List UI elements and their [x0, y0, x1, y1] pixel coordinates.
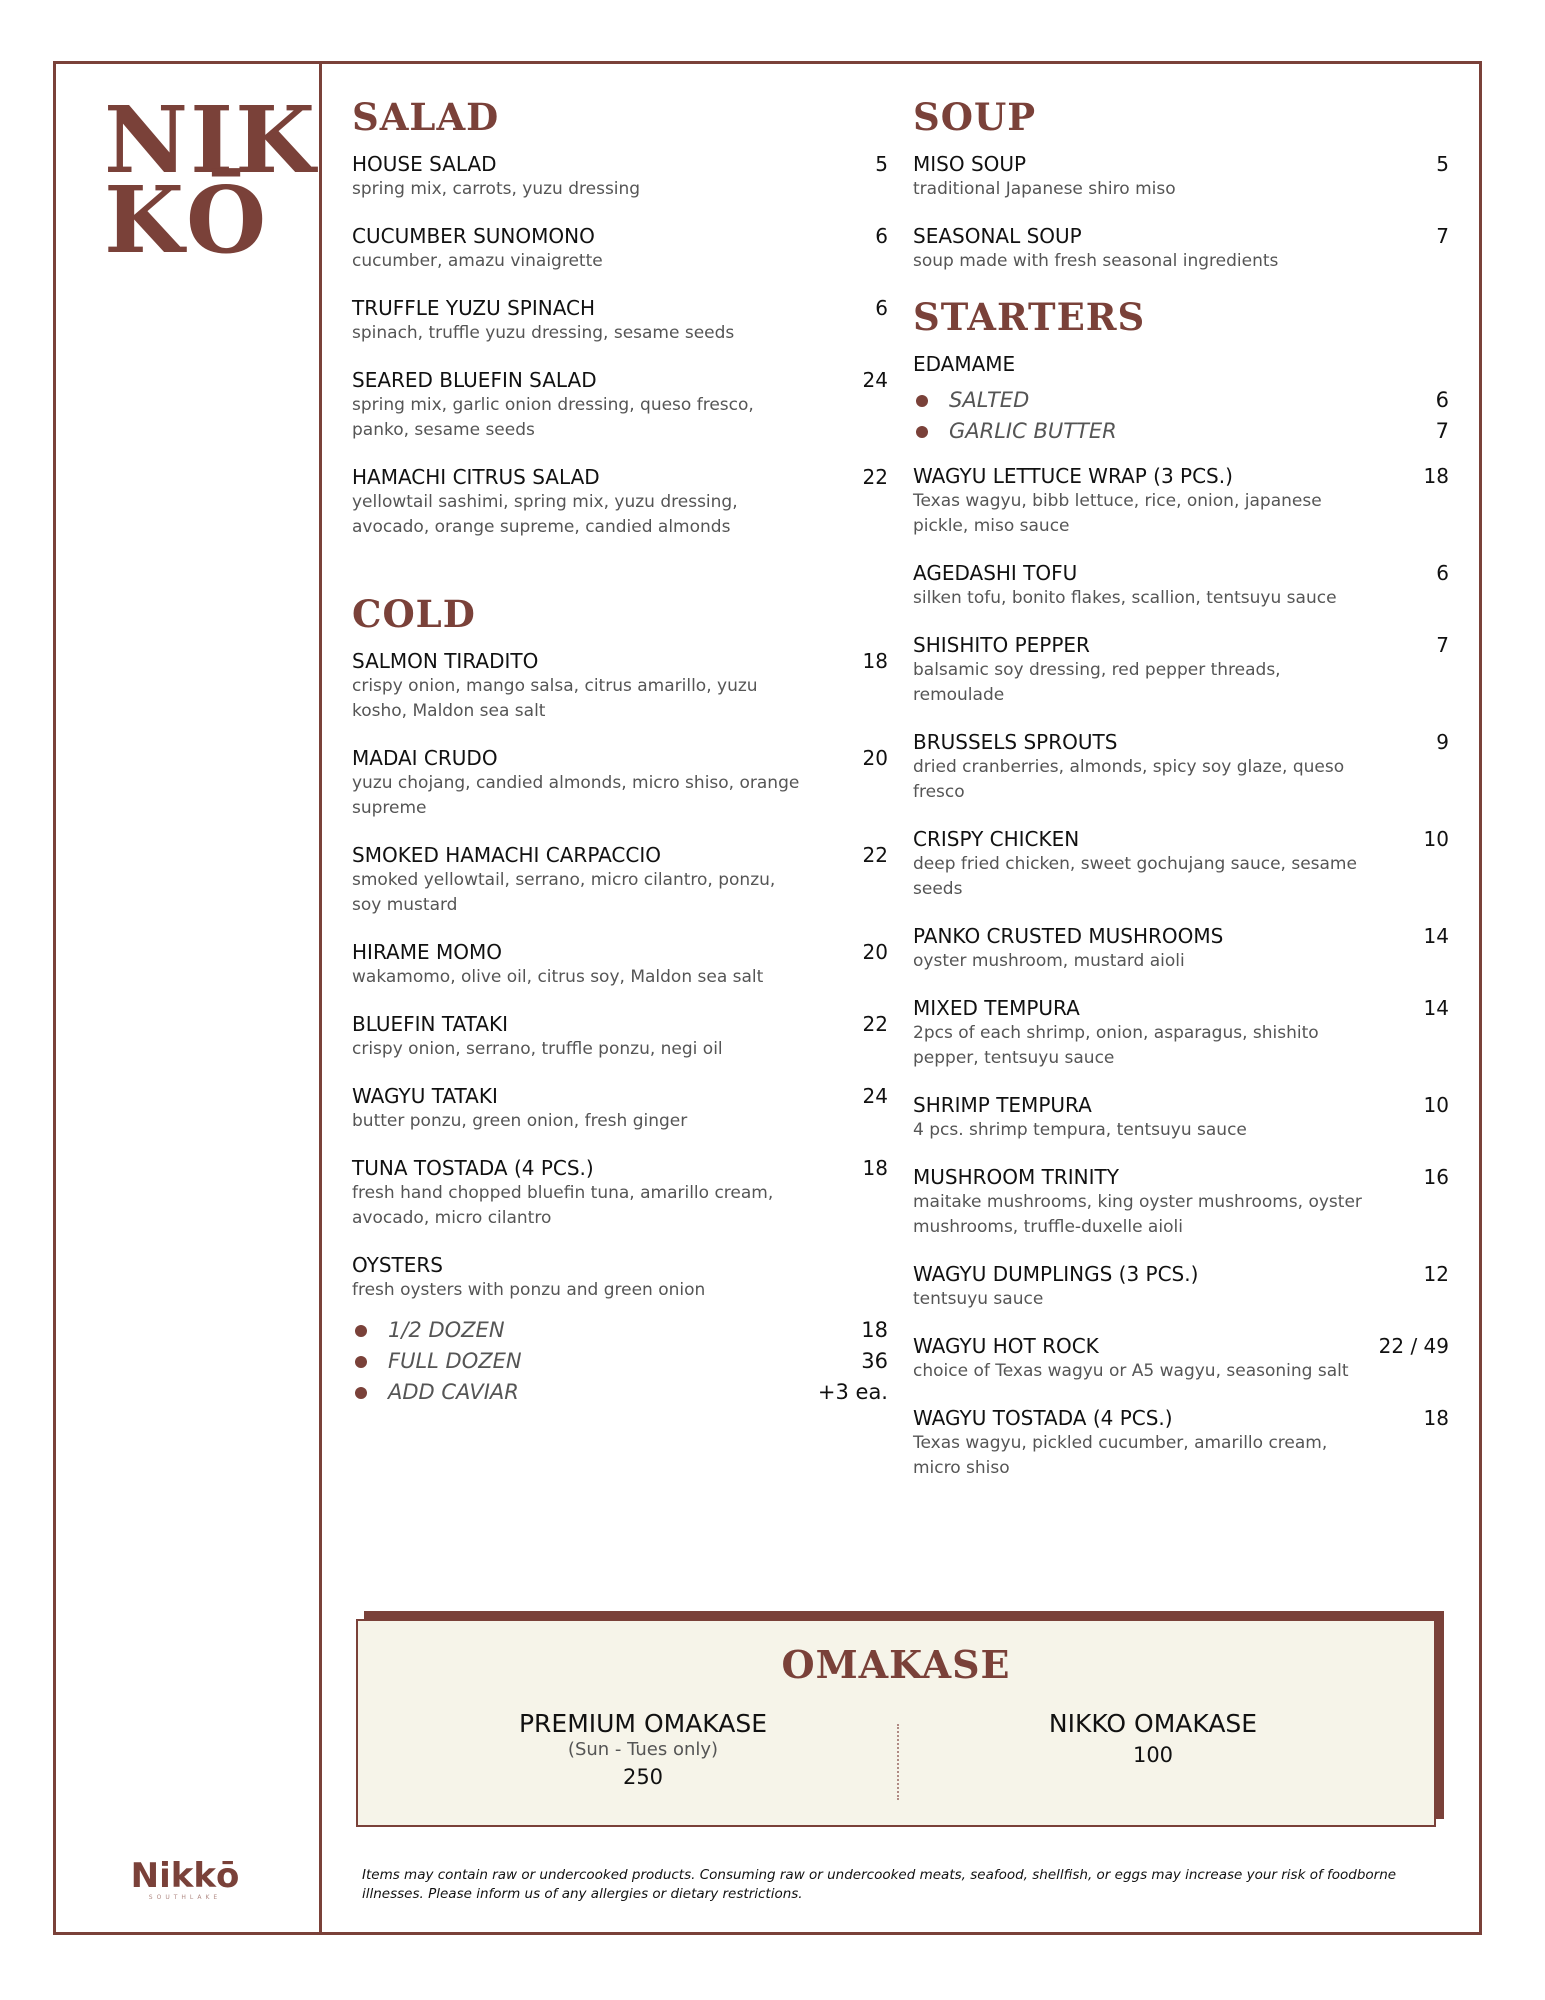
- right-column: [913, 95, 1449, 1502]
- item-name: WAGYU HOT ROCK: [913, 1334, 1099, 1358]
- item-desc: Texas wagyu, pickled cucumber, amarillo cream, micro shiso: [913, 1433, 1328, 1478]
- menu-item: [913, 1405, 1449, 1481]
- item-desc: Texas wagyu, bibb lettuce, rice, onion, japanese pickle, miso sauce: [913, 491, 1322, 536]
- omakase-panel: [356, 1619, 1436, 1827]
- nikko-omakase-name: NIKKO OMAKASE: [1048, 1709, 1258, 1738]
- menu-item: [913, 223, 1449, 274]
- small-logo-name: Nikkō: [130, 1856, 240, 1896]
- edamame-options: [913, 385, 1449, 447]
- item-name: BLUEFIN TATAKI: [352, 1012, 509, 1036]
- menu-item: [352, 648, 888, 724]
- menu-item: [913, 560, 1449, 611]
- item-name: PANKO CRUSTED MUSHROOMS: [913, 924, 1224, 948]
- item-price: 16: [1423, 1165, 1449, 1189]
- menu-item: [913, 1261, 1449, 1312]
- sidebar-divider: [319, 61, 322, 1935]
- item-price: 22: [862, 1012, 888, 1036]
- brand-small-logo: [110, 1858, 260, 1901]
- menu-item: [352, 1155, 888, 1231]
- item-price: 20: [862, 940, 888, 964]
- item-price: 7: [1436, 633, 1449, 657]
- item-name: MUSHROOM TRINITY: [913, 1165, 1119, 1189]
- item-name: CUCUMBER SUNOMONO: [352, 224, 595, 248]
- item-desc: yuzu chojang, candied almonds, micro shiso, orange supreme: [352, 773, 800, 818]
- item-name: WAGYU LETTUCE WRAP (3 PCS.): [913, 464, 1233, 488]
- oysters-item: [352, 1252, 888, 1303]
- menu-item: [913, 1092, 1449, 1143]
- item-price: 22 / 49: [1378, 1334, 1449, 1358]
- item-name: EDAMAME: [913, 352, 1016, 376]
- item-name: SHISHITO PEPPER: [913, 633, 1090, 657]
- option-label: SALTED: [949, 388, 1030, 412]
- item-name: WAGYU TATAKI: [352, 1084, 498, 1108]
- item-price: 22: [862, 465, 888, 489]
- item-name: SEASONAL SOUP: [913, 224, 1082, 248]
- option-price: 6: [1435, 388, 1449, 412]
- option-row: [352, 1315, 888, 1346]
- item-name: TRUFFLE YUZU SPINACH: [352, 296, 596, 320]
- item-desc: soup made with fresh seasonal ingredients: [913, 251, 1279, 271]
- menu-item: [352, 367, 888, 443]
- item-price: 20: [862, 746, 888, 770]
- salad-heading: SALAD: [352, 95, 500, 139]
- premium-omakase-note: (Sun - Tues only): [567, 1739, 719, 1760]
- omakase-heading: OMAKASE: [781, 1642, 1011, 1687]
- menu-item: [913, 826, 1449, 902]
- premium-omakase-price: 250: [622, 1765, 664, 1789]
- item-price: 14: [1423, 924, 1449, 948]
- menu-item: [913, 1333, 1449, 1384]
- menu-item: [913, 632, 1449, 708]
- item-name: SALMON TIRADITO: [352, 649, 539, 673]
- item-desc: maitake mushrooms, king oyster mushrooms, oyster mushrooms, truffle-duxelle aioli: [913, 1192, 1362, 1237]
- item-desc: choice of Texas wagyu or A5 wagyu, seasoning salt: [913, 1361, 1349, 1381]
- item-desc: crispy onion, mango salsa, citrus amarillo, yuzu kosho, Maldon sea salt: [352, 676, 758, 721]
- item-name: MISO SOUP: [913, 152, 1027, 176]
- item-name: OYSTERS: [352, 1253, 444, 1277]
- allergy-disclaimer: Items may contain raw or undercooked products. Consuming raw or undercooked meats, seafood, shellfish, or eggs may increase your risk of foodborne illnesses. Please inform us of any allergies or dietary restrictions.: [362, 1867, 1397, 1902]
- menu-item: [352, 151, 888, 202]
- item-desc: 4 pcs. shrimp tempura, tentsuyu sauce: [913, 1120, 1247, 1140]
- item-desc: traditional Japanese shiro miso: [913, 179, 1176, 199]
- item-name: MIXED TEMPURA: [913, 996, 1080, 1020]
- item-desc: 2pcs of each shrimp, onion, asparagus, shishito pepper, tentsuyu sauce: [913, 1023, 1319, 1068]
- item-name: SHRIMP TEMPURA: [913, 1093, 1092, 1117]
- bullet-icon: [355, 1356, 367, 1368]
- item-price: 12: [1423, 1262, 1449, 1286]
- omakase-divider: [897, 1724, 899, 1800]
- option-row: [352, 1377, 888, 1408]
- bullet-icon: [355, 1325, 367, 1337]
- item-name: TUNA TOSTADA (4 PCS.): [352, 1156, 594, 1180]
- premium-omakase: [433, 1709, 853, 1793]
- menu-item: [352, 1011, 888, 1062]
- item-price: 10: [1423, 1093, 1449, 1117]
- item-desc: oyster mushroom, mustard aioli: [913, 951, 1185, 971]
- option-label: ADD CAVIAR: [388, 1380, 519, 1404]
- item-price: 7: [1436, 224, 1449, 248]
- option-label: GARLIC BUTTER: [949, 419, 1117, 443]
- item-price: 6: [875, 224, 888, 248]
- bullet-icon: [355, 1387, 367, 1399]
- starters-heading: STARTERS: [913, 295, 1146, 339]
- item-desc: butter ponzu, green onion, fresh ginger: [352, 1111, 688, 1131]
- option-row: [913, 385, 1449, 416]
- bullet-icon: [916, 426, 928, 438]
- menu-item: [352, 745, 888, 821]
- cold-heading: COLD: [352, 592, 476, 636]
- item-price: 6: [1436, 561, 1449, 585]
- menu-item: [352, 464, 888, 540]
- item-price: 6: [875, 296, 888, 320]
- menu-item: [913, 1164, 1449, 1240]
- item-price: 5: [875, 152, 888, 176]
- item-name: SMOKED HAMACHI CARPACCIO: [352, 843, 661, 867]
- menu-item: [352, 842, 888, 918]
- menu-item: [913, 995, 1449, 1071]
- soup-list: [913, 151, 1449, 274]
- item-desc: crispy onion, serrano, truffle ponzu, negi oil: [352, 1039, 723, 1059]
- item-price: 24: [862, 1084, 888, 1108]
- item-name: HOUSE SALAD: [352, 152, 497, 176]
- item-desc: yellowtail sashimi, spring mix, yuzu dressing, avocado, orange supreme, candied almonds: [352, 492, 738, 537]
- nikko-omakase: [943, 1709, 1363, 1771]
- logo-line-2: KŌ: [104, 166, 269, 274]
- item-desc: cucumber, amazu vinaigrette: [352, 251, 603, 271]
- item-name: MADAI CRUDO: [352, 746, 498, 770]
- option-price: 36: [861, 1349, 888, 1373]
- item-price: 5: [1436, 152, 1449, 176]
- item-price: 9: [1436, 730, 1449, 754]
- item-desc: silken tofu, bonito flakes, scallion, tentsuyu sauce: [913, 588, 1337, 608]
- cold-list: [352, 648, 888, 1231]
- menu-item: [913, 729, 1449, 805]
- bullet-icon: [916, 395, 928, 407]
- item-price: 18: [1423, 464, 1449, 488]
- menu-item: [352, 223, 888, 274]
- option-label: 1/2 DOZEN: [388, 1318, 505, 1342]
- option-price: 18: [861, 1318, 888, 1342]
- item-name: CRISPY CHICKEN: [913, 827, 1080, 851]
- item-price: 18: [862, 649, 888, 673]
- item-desc: dried cranberries, almonds, spicy soy glaze, queso fresco: [913, 757, 1345, 802]
- item-name: AGEDASHI TOFU: [913, 561, 1078, 585]
- item-desc: balsamic soy dressing, red pepper threads, remoulade: [913, 660, 1281, 705]
- left-column: [352, 95, 888, 1426]
- item-price: 24: [862, 368, 888, 392]
- item-price: 18: [1423, 1406, 1449, 1430]
- item-name: SEARED BLUEFIN SALAD: [352, 368, 597, 392]
- item-desc: spring mix, carrots, yuzu dressing: [352, 179, 641, 199]
- menu-item: [352, 295, 888, 346]
- nikko-omakase-price: 100: [1132, 1743, 1174, 1767]
- menu-item: [352, 939, 888, 990]
- premium-omakase-name: PREMIUM OMAKASE: [518, 1709, 768, 1738]
- option-label: FULL DOZEN: [388, 1349, 522, 1373]
- item-desc: spinach, truffle yuzu dressing, sesame seeds: [352, 323, 735, 343]
- item-desc: tentsuyu sauce: [913, 1289, 1044, 1309]
- item-name: HIRAME MOMO: [352, 940, 502, 964]
- item-name: WAGYU DUMPLINGS (3 PCS.): [913, 1262, 1199, 1286]
- item-price: 22: [862, 843, 888, 867]
- item-desc: deep fried chicken, sweet gochujang sauce, sesame seeds: [913, 854, 1357, 899]
- item-price: 14: [1423, 996, 1449, 1020]
- item-desc: wakamomo, olive oil, citrus soy, Maldon sea salt: [352, 967, 764, 987]
- item-name: HAMACHI CITRUS SALAD: [352, 465, 600, 489]
- item-desc: fresh oysters with ponzu and green onion: [352, 1280, 706, 1300]
- menu-item: [913, 463, 1449, 539]
- item-name: BRUSSELS SPROUTS: [913, 730, 1118, 754]
- logo-line-1: NIK: [104, 86, 318, 194]
- item-price: 18: [862, 1156, 888, 1180]
- item-desc: spring mix, garlic onion dressing, queso fresco, panko, sesame seeds: [352, 395, 754, 440]
- salad-list: [352, 151, 888, 540]
- small-logo-sub: SOUTHLAKE: [148, 1894, 222, 1901]
- item-price: 10: [1423, 827, 1449, 851]
- oyster-options: [352, 1315, 888, 1408]
- item-desc: fresh hand chopped bluefin tuna, amarillo cream, avocado, micro cilantro: [352, 1183, 774, 1228]
- soup-heading: SOUP: [913, 95, 1037, 139]
- menu-item: [352, 1083, 888, 1134]
- edamame-item: [913, 351, 1449, 377]
- starters-list: [913, 463, 1449, 1481]
- option-row: [913, 416, 1449, 447]
- option-price: +3 ea.: [817, 1380, 888, 1404]
- menu-item: [913, 151, 1449, 202]
- brand-logo: [104, 86, 318, 274]
- item-name: WAGYU TOSTADA (4 PCS.): [913, 1406, 1173, 1430]
- item-desc: smoked yellowtail, serrano, micro cilantro, ponzu, soy mustard: [352, 870, 776, 915]
- option-row: [352, 1346, 888, 1377]
- option-price: 7: [1435, 419, 1449, 443]
- menu-item: [913, 923, 1449, 974]
